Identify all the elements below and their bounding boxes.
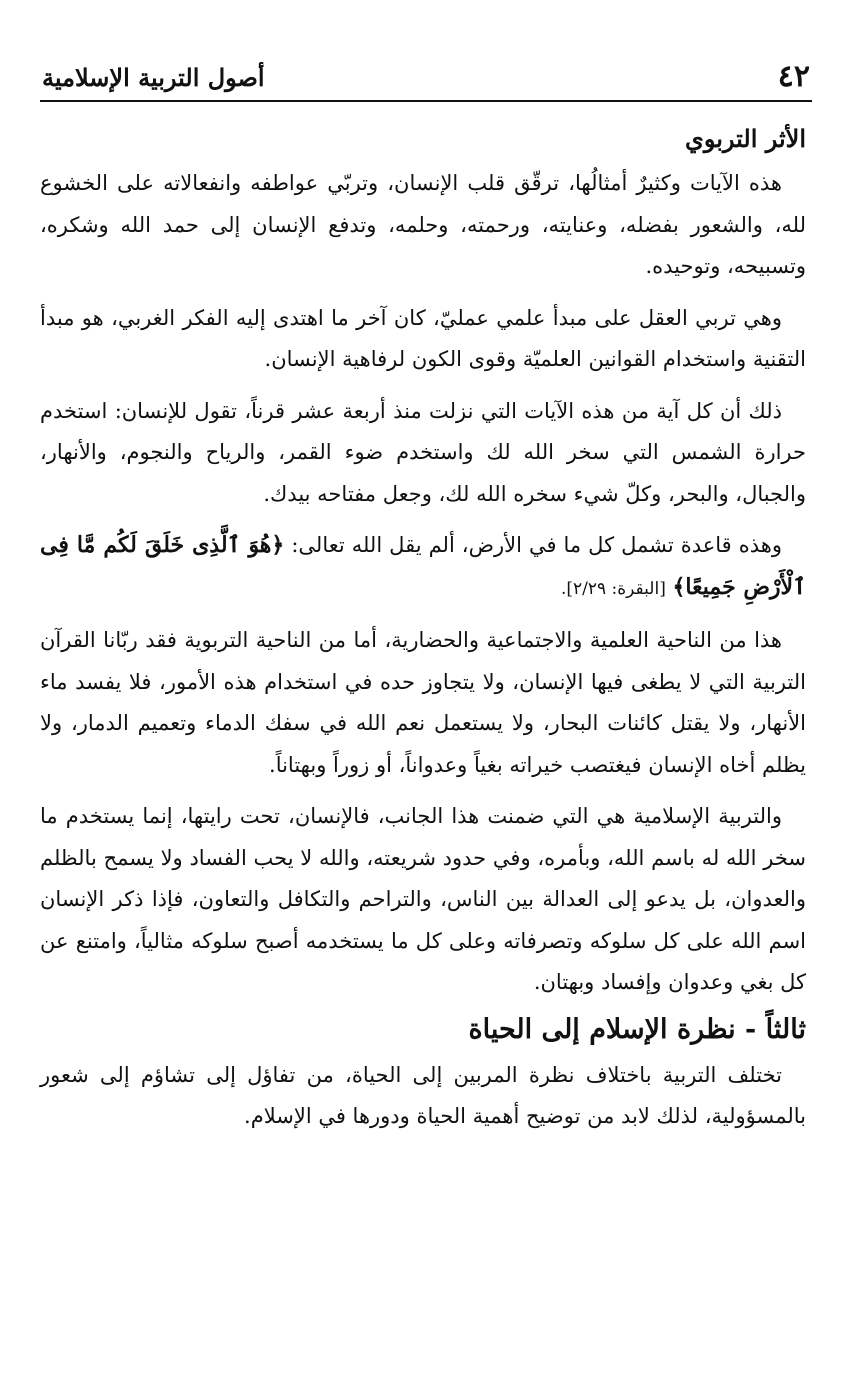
book-page	[40, 59, 812, 1148]
paragraph: ذلك أن كل آية من هذه الآيات التي نزلت منذ أربعة عشر قرناً، تقول للإنسان: استخدم حرارة الشمس التي سخر الله لك واستخدم ضوء القمر، والرياح والنجوم، والأنهار، والجبال، والبحر، وكلّ شيء سخره الله لك، وجعل مفتاحه بيدك.	[40, 398, 806, 506]
running-title: أصول التربية الإسلامية	[42, 63, 265, 92]
quran-verse: ﴿هُوَ ٱلَّذِى خَلَقَ لَكُم مَّا فِى ٱلْأَرْضِ جَمِيعًا﴾	[40, 532, 806, 600]
paragraph: تختلف التربية باختلاف نظرة المربين إلى الحياة، من تفاؤل إلى تشاؤم إلى شعور بالمسؤولية، لذلك لابد من توضيح أهمية الحياة ودورها في الإسلام.	[40, 1062, 806, 1128]
paragraph: وهي تربي العقل على مبدأ علمي عمليّ، كان آخر ما اهتدى إليه الفكر الغربي، هو مبدأ التقنية واستخدام القوانين العلميّة وقوى الكون لرفاهية الإنسان.	[40, 305, 806, 371]
verse-reference: [البقرة: ٢/٢٩].	[560, 578, 666, 599]
paragraph: والتربية الإسلامية هي التي ضمنت هذا الجانب، فالإنسان، تحت رايتها، إنما يستخدم ما سخر الله له باسم الله، وبأمره، وفي حدود شريعته، والله لا يحب الفساد ولا يسمح بالظلم والعدوان، بل يدعو إلى العدالة بين الناس، والتراحم والتكافل والتعاون، فإذا ذكر الإنسان اسم الله على كل سلوكه وتصرفاته وعلى كل ما يستخدمه أصبح سلوكه مثالياً، وامتنع عن كل بغي وعدوان وإفساد وبهتان.	[40, 804, 806, 994]
quran-intro-text: وهذه قاعدة تشمل كل ما في الأرض، ألم يقل الله تعالى:	[291, 533, 782, 557]
page-header	[40, 59, 812, 102]
page-number: ٤٢	[777, 59, 810, 94]
quran-paragraph	[40, 525, 812, 610]
subheading: ثالثاً - نظرة الإسلام إلى الحياة	[468, 1013, 806, 1045]
paragraph: هذا من الناحية العلمية والاجتماعية والحضارية، أما من الناحية التربوية فقد ربّانا القرآن التربية التي لا يطغى فيها الإنسان، ولا يتجاوز حده في استخدام هذه الأمور، فلا يفسد ماء الأنهار، ولا يقتل كائنات البحار، ولا يستعمل نعم الله في سفك الدماء وتعميم الدمار، ولا يظلم أخاه الإنسان فيغتصب خيراته بغياً وعدواناً، أو زوراً وبهتاناً.	[40, 628, 806, 777]
paragraph: هذه الآيات وكثيرٌ أمثالُها، ترقّق قلب الإنسان، وتربّي عواطفه وانفعالاته على الخشوع لله، والشعور بفضله، وعنايته، ورحمته، وحلمه، وتدفع الإنسان إلى حمد الله وشكره، وتسبيحه، وتوحيده.	[40, 171, 806, 278]
section-heading: الأثر التربوي	[685, 124, 806, 153]
